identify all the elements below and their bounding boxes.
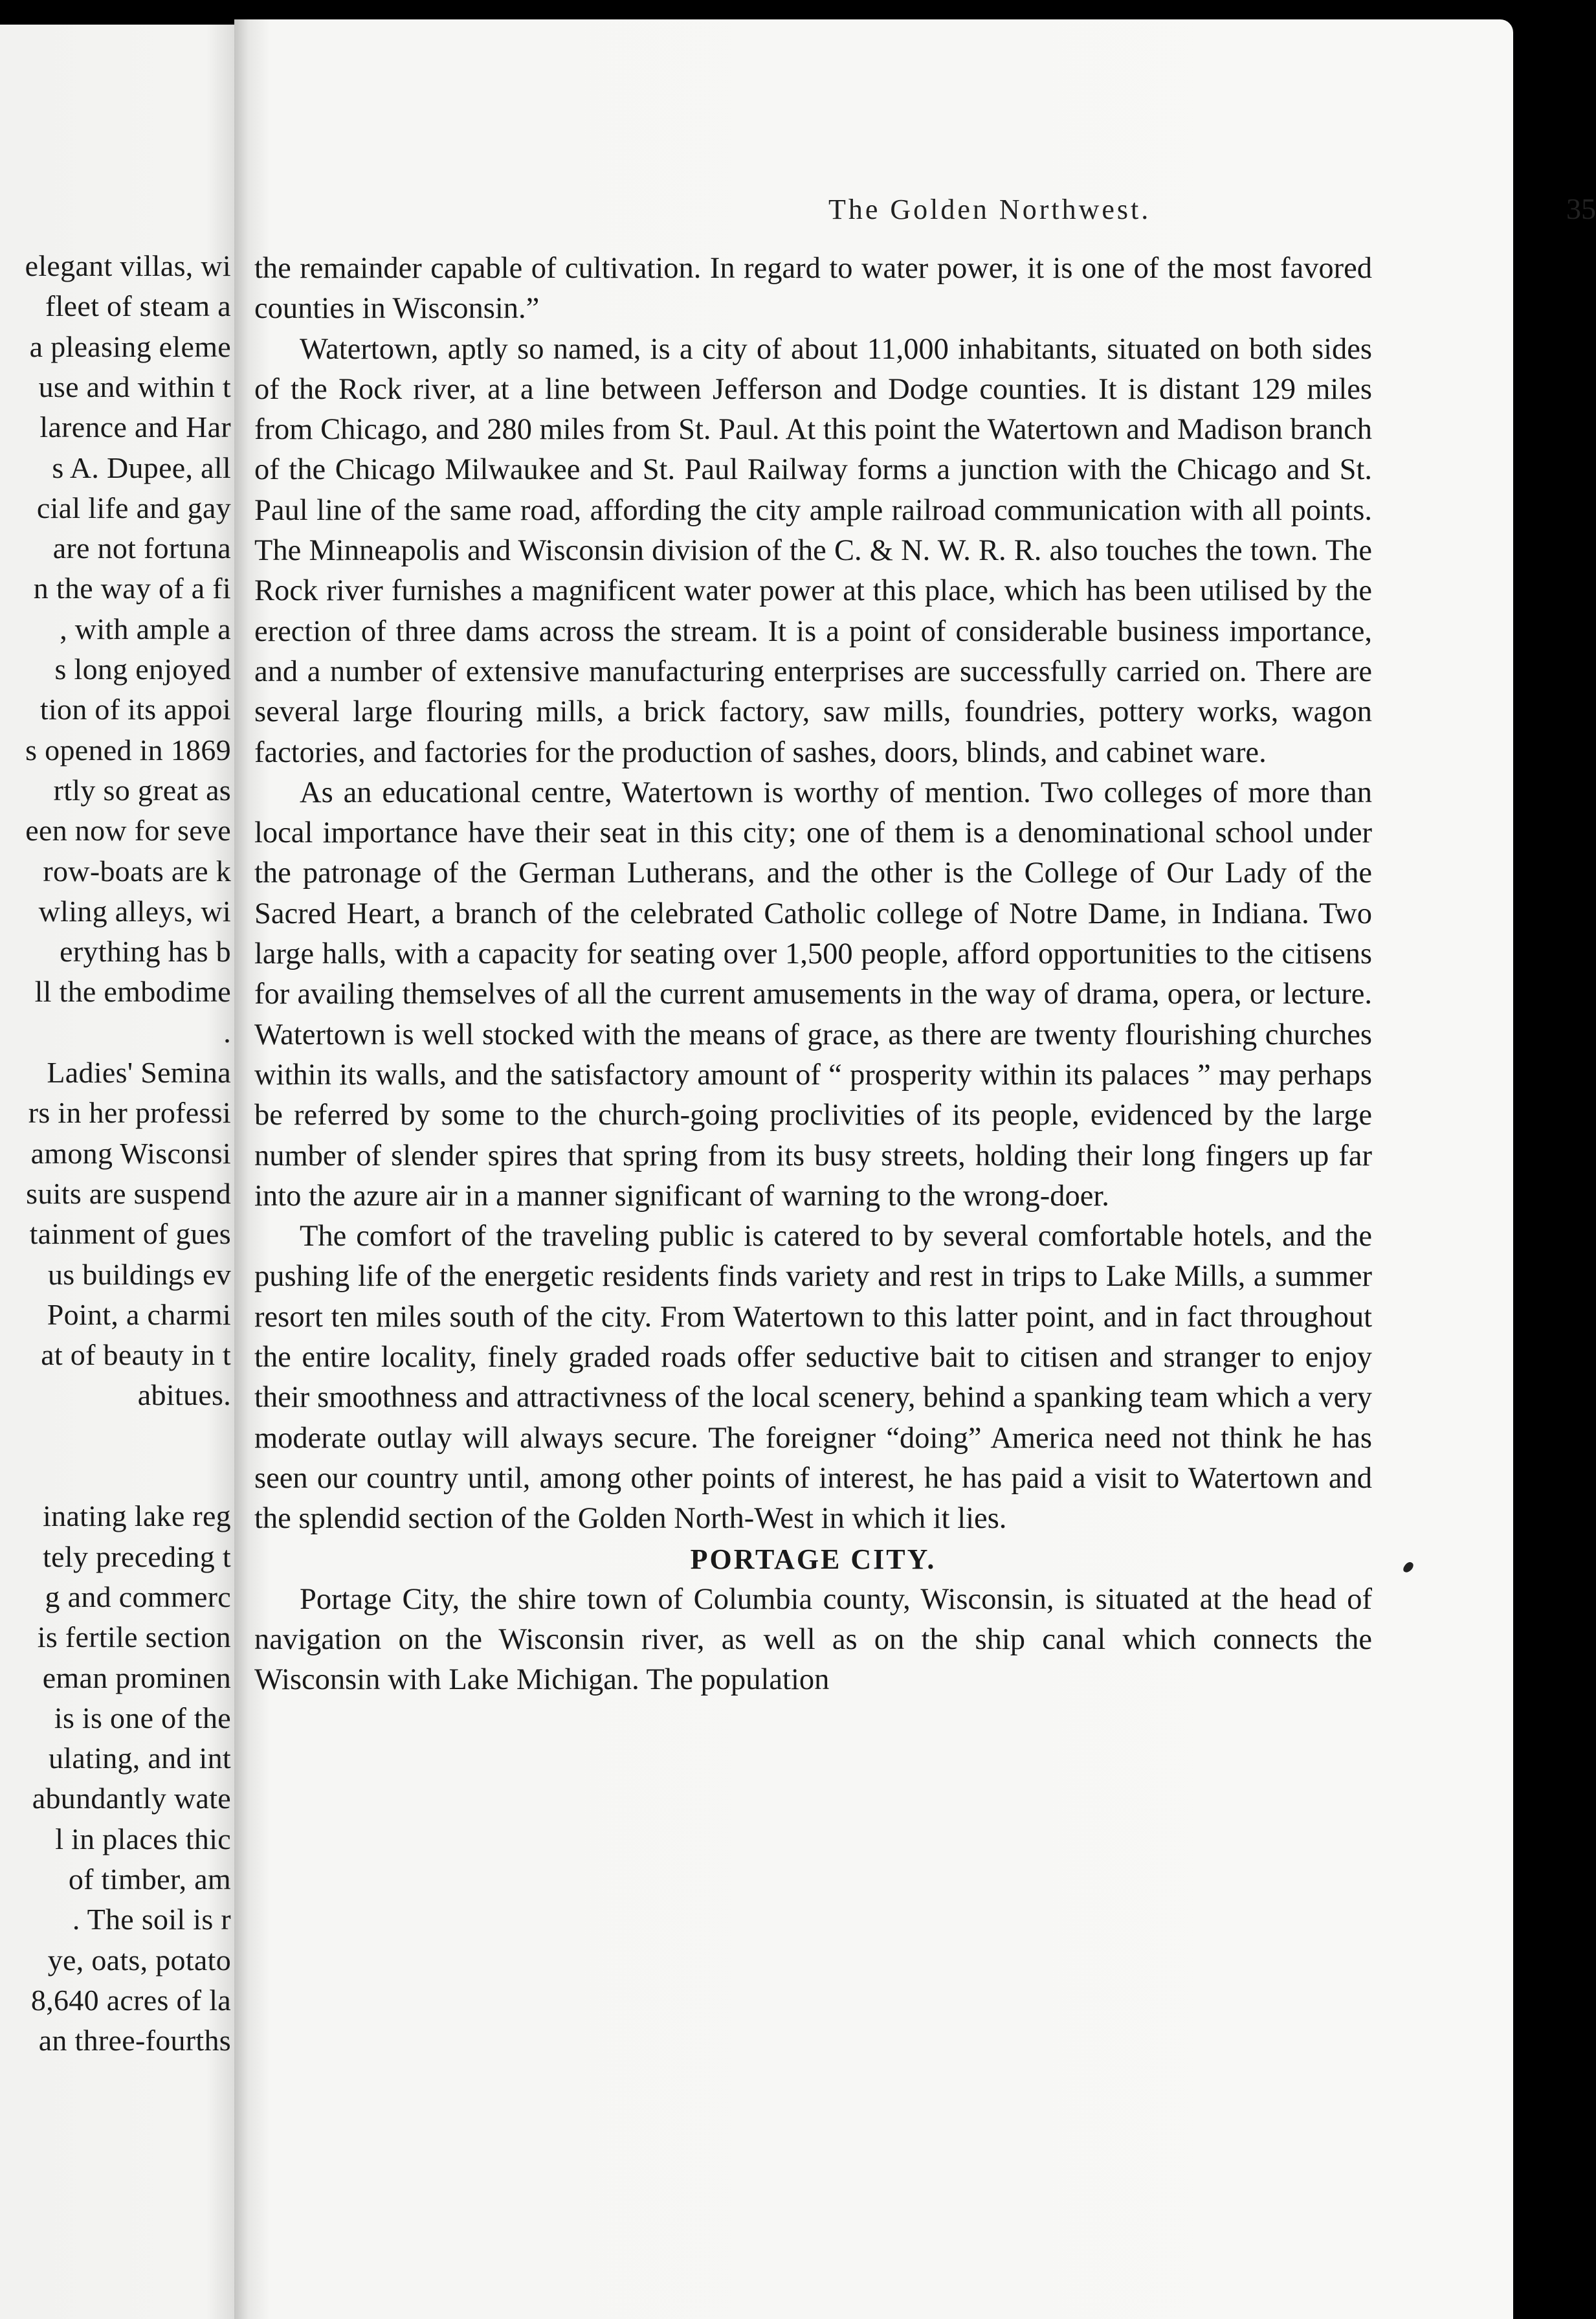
left-page-line: elegant villas, wi bbox=[25, 249, 231, 282]
left-page-line: eman prominen bbox=[42, 1661, 231, 1694]
paragraph-watertown: Watertown, aptly so named, is a city of about 11,000 inhabitants, situated on both sides of the Rock river, at a line between Jefferson and Dodge counties. It is distant 129 miles from Chicago, and 280 miles from St. Paul. At this point the Watertown and Madison branch of the Chicago Milwaukee and St. Paul Railway forms a junction with the Chicago and St. Paul line of the same road, affording the city ample railroad communication with all points. The Minneapolis and Wisconsin division of the C. & N. W. R. R. also touches the town. The Rock river furnishes a magnificent water power at this place, which has been utilised by the erection of three dams across the stream. It is a point of considerable business importance, and a number of extensive manufacturing enterprises are successfully carried on. There are several large flouring mills, a brick factory, saw mills, foundries, pottery works, wagon factories, and factories for the production of sashes, doors, blinds, and cabinet ware. bbox=[254, 332, 1372, 769]
paragraph-portage: Portage City, the shire town of Columbia county, Wisconsin, is situated at the head of navigation on the Wisconsin river, as well as on the ship canal which connects the Wisconsin with Lake Michigan. The population bbox=[254, 1582, 1372, 1697]
paragraph-education: As an educational centre, Watertown is worthy of mention. Two colleges of more than local importance have their seat in this city; one of them is a denominational school under the patronage of the German Lutherans, and the other is the College of Our Lady of the Sacred Heart, a branch of the celebrated Catholic college of Notre Dame, in Indiana. Two large halls, with a capacity for seating over 1,500 people, afford opportunities to the citisens for availing themselves of all the current amusements in the way of drama, opera, or lecture. Watertown is well stocked with the means of grace, as there are twenty flourishing churches within its walls, and the satisfactory amount of “ prosperity within its palaces ” may perhaps be referred by some to the church-going proclivities of its people, evidenced by the large number of slender spires that spring from its busy streets, holding their long fingers up far into the azure air in a manner significant of warning to the wrong-doer. bbox=[254, 776, 1372, 1213]
left-page-line: tely preceding t bbox=[43, 1540, 231, 1573]
left-page-line: use and within t bbox=[38, 370, 231, 403]
left-page-line: among Wisconsi bbox=[30, 1136, 231, 1170]
left-page-line: an three-fourths bbox=[38, 2024, 231, 2057]
left-page-line: fleet of steam a bbox=[45, 289, 231, 323]
paragraph-continuation: the remainder capable of cultivation. In regard to water power, it is one of the most favored counties in Wisconsin.” bbox=[254, 252, 1372, 326]
left-page-line: ye, oats, potato bbox=[47, 1943, 231, 1977]
left-page-line: ulating, and int bbox=[48, 1742, 231, 1775]
left-page-line: cial life and gay bbox=[36, 491, 231, 524]
left-page-line: rs in her professi bbox=[28, 1096, 231, 1130]
left-page-line: at of beauty in t bbox=[41, 1338, 231, 1372]
left-page-line: is fertile section bbox=[37, 1620, 231, 1654]
left-page-line: , with ample a bbox=[60, 612, 231, 645]
left-page-line: tainment of gues bbox=[29, 1217, 231, 1251]
body-text bbox=[254, 249, 1372, 1701]
left-page-line: ll the embodime bbox=[34, 975, 231, 1009]
left-page-fragment bbox=[0, 25, 243, 2319]
left-page-line: rtly so great as bbox=[53, 773, 231, 807]
left-page-line: tion of its appoi bbox=[39, 693, 231, 726]
left-page-line: 8,640 acres of la bbox=[30, 1983, 231, 2017]
left-page-line: s opened in 1869 bbox=[25, 733, 231, 767]
left-page-line: . bbox=[223, 1015, 231, 1049]
left-page-line: abundantly wate bbox=[32, 1782, 231, 1815]
left-page-line: . The soil is r bbox=[72, 1903, 231, 1936]
left-page-line: s A. Dupee, all bbox=[52, 451, 231, 484]
page-number: 35 bbox=[1566, 192, 1596, 225]
left-page-line: is is one of the bbox=[54, 1701, 231, 1734]
left-page-line: a pleasing eleme bbox=[29, 330, 231, 363]
left-page-line: Ladies' Semina bbox=[47, 1056, 231, 1089]
left-page-line: row-boats are k bbox=[43, 854, 231, 888]
left-page-line: l in places thic bbox=[55, 1822, 231, 1855]
left-page-line: of timber, am bbox=[68, 1863, 231, 1896]
left-page-line: n the way of a fi bbox=[33, 572, 231, 605]
paragraph-travel: The comfort of the traveling public is catered to by several comfortable hotels, and the pushing life of the energetic residents finds variety and rest in trips to Lake Mills, a summer resort ten miles south of the city. From Watertown to this latter point, and in fact throughout the entire locality, finely graded roads offer seductive bait to citisen and stranger to enjoy their smoothness and attractivness of the local scenery, behind a spanking team which a very moderate outlay will always secure. The foreigner “doing” America need not think he has seen our country until, among other points of interest, he has paid a visit to Watertown and the splendid section of the Golden North-West in which it lies. bbox=[254, 1220, 1372, 1536]
left-page-line: are not fortuna bbox=[52, 532, 231, 565]
left-page-line: Point, a charmi bbox=[47, 1297, 231, 1331]
left-page-line: larence and Har bbox=[39, 410, 231, 444]
left-page-line: wling alleys, wi bbox=[38, 894, 231, 928]
section-heading: PORTAGE CITY. bbox=[690, 1543, 937, 1575]
left-page-line: suits are suspend bbox=[26, 1176, 231, 1210]
left-page-line: inating lake reg bbox=[43, 1499, 231, 1533]
running-head: The Golden Northwest. bbox=[828, 194, 1151, 225]
left-page-line: us buildings ev bbox=[47, 1257, 231, 1291]
left-page-line: een now for seve bbox=[25, 814, 231, 847]
left-page-line: abitues. bbox=[137, 1378, 231, 1412]
left-page-line: g and commerc bbox=[45, 1580, 231, 1613]
left-page-line: erything has b bbox=[60, 935, 231, 969]
left-page-line: s long enjoyed bbox=[54, 653, 231, 686]
